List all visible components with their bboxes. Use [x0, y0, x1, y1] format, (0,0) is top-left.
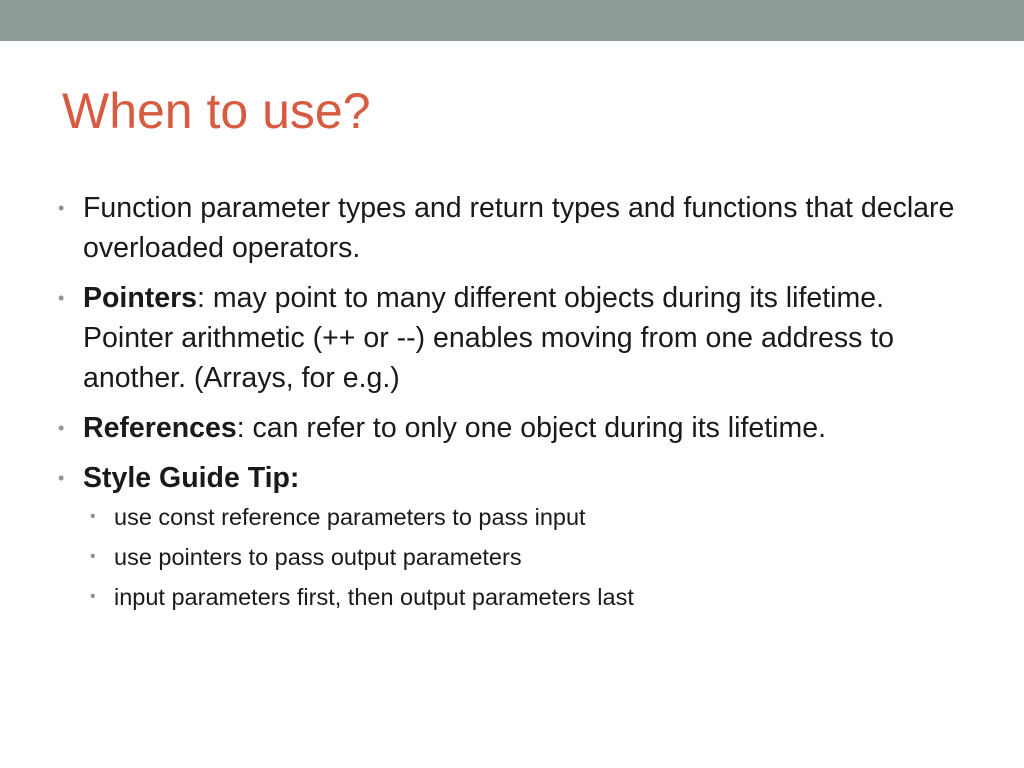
bullet-dot-icon: •	[58, 418, 65, 438]
bullet-term: Pointers	[83, 282, 198, 314]
bullet-item-pointers	[58, 278, 958, 398]
top-accent-band	[0, 0, 1024, 41]
bullet-text: Function parameter types and return types and functions that declare overloaded operators.	[83, 192, 955, 264]
bullet-item-references	[58, 408, 958, 448]
sub-bullet-item	[83, 542, 958, 572]
slide-title: When to use?	[62, 83, 371, 139]
bullet-dot-icon: •	[90, 588, 96, 605]
bullet-dot-icon: •	[90, 548, 96, 565]
sub-bullet-item	[83, 502, 958, 532]
bullet-item-function-params	[58, 188, 958, 268]
bullet-item-style-guide	[58, 458, 958, 612]
bullet-dot-icon: •	[90, 508, 96, 525]
bullet-dot-icon: •	[58, 288, 65, 308]
sub-bullet-text: use const reference parameters to pass input	[114, 504, 586, 530]
bullet-term: References	[83, 412, 237, 444]
bullet-text: : may point to many different objects during its lifetime. Pointer arithmetic (++ or --) enables moving from one address to another. (Arrays, for e.g.)	[83, 282, 895, 394]
sub-bullet-list	[83, 502, 958, 612]
bullet-list	[58, 188, 958, 612]
bullet-dot-icon: •	[58, 198, 65, 218]
sub-bullet-text: use pointers to pass output parameters	[114, 544, 522, 570]
sub-bullet-text: input parameters first, then output parameters last	[114, 584, 634, 610]
sub-bullet-item	[83, 582, 958, 612]
bullet-dot-icon: •	[58, 468, 65, 488]
bullet-term: Style Guide Tip:	[83, 462, 300, 494]
bullet-text: : can refer to only one object during its lifetime.	[236, 412, 826, 444]
slide-content	[58, 188, 958, 622]
